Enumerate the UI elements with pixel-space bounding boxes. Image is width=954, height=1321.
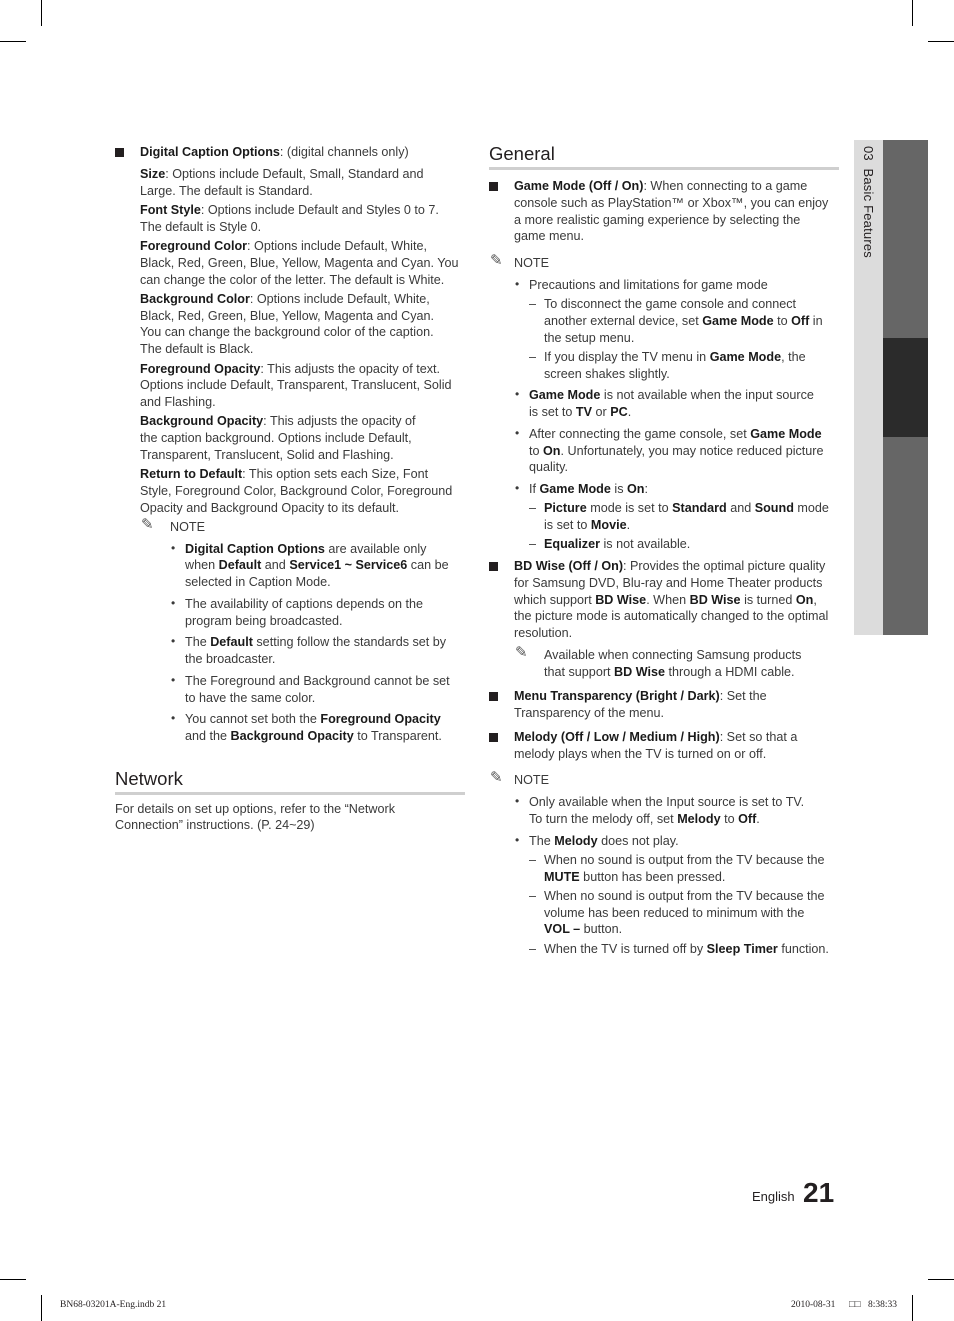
note-label: NOTE <box>170 520 205 534</box>
bullet-dot-icon: • <box>515 387 520 401</box>
dash-icon: – <box>529 942 537 956</box>
left-column <box>0 0 480 850</box>
footer-time: 8:38:33 <box>868 1300 898 1310</box>
font-style-line: The default is Style 0. <box>140 220 262 234</box>
note-subitem: is set to Movie. <box>544 518 631 532</box>
note-subitem: Equalizer is not available. <box>544 537 691 551</box>
note-pencil-icon: ✎ <box>490 252 503 269</box>
note-item: You cannot set both the Foreground Opacity <box>185 712 441 726</box>
fg-color-line: can change the color of the letter. The default is White. <box>140 273 445 287</box>
note-item: program being broadcasted. <box>185 614 343 628</box>
network-heading: Network <box>115 768 183 789</box>
return-default-line: Opacity and Background Opacity to its default. <box>140 501 400 515</box>
footer-glyphs: □□ <box>849 1300 861 1310</box>
section-rule <box>489 167 839 170</box>
fg-opacity-line: Foreground Opacity: This adjusts the opacity of text. <box>140 362 441 376</box>
menu-transparency-line: Menu Transparency (Bright / Dark): Set the <box>514 689 767 703</box>
note-subitem: If you display the TV menu in Game Mode, the <box>544 350 806 364</box>
bd-wise-line: which support BD Wise. When BD Wise is turned On, <box>514 593 817 607</box>
bullet-square-icon <box>489 692 498 701</box>
note-subitem: screen shakes slightly. <box>544 367 670 381</box>
note-item: Precautions and limitations for game mode <box>529 278 768 292</box>
note-item: The Default setting follow the standards set by <box>185 635 447 649</box>
note-subitem: volume has been reduced to minimum with the <box>544 906 805 920</box>
bg-color-line: The default is Black. <box>140 342 254 356</box>
note-label: NOTE <box>514 256 549 270</box>
size-line: Large. The default is Standard. <box>140 184 313 198</box>
crop-mark <box>912 0 913 26</box>
note-item: quality. <box>529 460 568 474</box>
dash-icon: – <box>529 501 537 515</box>
game-mode-line: game menu. <box>514 229 585 243</box>
note-item: After connecting the game console, set Game Mode <box>529 427 822 441</box>
note-item: Only available when the Input source is set to TV. <box>529 795 805 809</box>
fg-color-line: Foreground Color: Options include Default, White, <box>140 239 427 253</box>
dash-icon: – <box>529 350 537 364</box>
bd-wise-line: the picture mode is automatically changed to the optimal <box>514 609 829 623</box>
bullet-square-icon <box>489 733 498 742</box>
network-text: For details on set up options, refer to the “Network <box>115 802 395 816</box>
return-default-line: Style, Foreground Color, Background Color, Foreground <box>140 484 453 498</box>
chapter-label <box>861 146 876 258</box>
font-style-line: Font Style: Options include Default and Styles 0 to 7. <box>140 203 439 217</box>
note-item: To turn the melody off, set Melody to Off. <box>529 812 760 826</box>
bd-wise-line: resolution. <box>514 626 573 640</box>
note-subitem: When no sound is output from the TV because the <box>544 853 825 867</box>
bullet-dot-icon: • <box>171 634 176 648</box>
game-mode-line: Game Mode (Off / On): When connecting to a game <box>514 179 808 193</box>
bullet-square-icon <box>115 148 124 157</box>
note-item: when Default and Service1 ~ Service6 can be <box>185 558 449 572</box>
note-pencil-icon: ✎ <box>515 644 528 661</box>
note-pencil-icon: ✎ <box>490 769 503 786</box>
chapter-tab-block <box>883 140 928 338</box>
bd-wise-line: BD Wise (Off / On): Provides the optimal picture quality <box>514 559 826 573</box>
footer-date: 2010-08-31 <box>791 1300 836 1310</box>
crop-mark <box>928 41 954 42</box>
page-language: English <box>752 1189 795 1204</box>
note-subitem: the setup menu. <box>544 331 635 345</box>
bg-opacity-line: the caption background. Options include Default, <box>140 431 412 445</box>
bg-color-line: Background Color: Options include Default, White, <box>140 292 430 306</box>
note-item: The Melody does not play. <box>529 834 679 848</box>
note-item: Digital Caption Options are available only <box>185 542 427 556</box>
bullet-dot-icon: • <box>171 596 176 610</box>
dash-icon: – <box>529 853 537 867</box>
note-item: is set to TV or PC. <box>529 405 632 419</box>
note-subitem: When no sound is output from the TV because the <box>544 889 825 903</box>
note-item: the broadcaster. <box>185 652 276 666</box>
menu-transparency-line: Transparency of the menu. <box>514 706 665 720</box>
bullet-square-icon <box>489 182 498 191</box>
section-rule <box>115 792 465 795</box>
chapter-tab-active <box>883 338 928 437</box>
chapter-number: 03 <box>861 146 876 161</box>
bullet-dot-icon: • <box>171 673 176 687</box>
bd-wise-line: for Samsung DVD, Blu-ray and Home Theater products <box>514 576 823 590</box>
return-default-line: Return to Default: This option sets each Size, Font <box>140 467 429 481</box>
melody-line: Melody (Off / Low / Medium / High): Set so that a <box>514 730 798 744</box>
right-column <box>480 0 850 970</box>
note-item: Game Mode is not available when the input source <box>529 388 814 402</box>
dash-icon: – <box>529 537 537 551</box>
melody-line: melody plays when the TV is turned on or off. <box>514 747 767 761</box>
note-item: and the Background Opacity to Transparent. <box>185 729 442 743</box>
bullet-dot-icon: • <box>515 426 520 440</box>
chapter-title: Basic Features <box>861 168 876 259</box>
bg-opacity-line: Background Opacity: This adjusts the opacity of <box>140 414 416 428</box>
footer-file: BN68-03201A-Eng.indb 21 <box>60 1300 167 1310</box>
bullet-dot-icon: • <box>171 711 176 725</box>
bg-color-line: Black, Red, Green, Blue, Yellow, Magenta and Cyan. <box>140 309 435 323</box>
note-item: The availability of captions depends on the <box>185 597 424 611</box>
game-mode-line: console such as PlayStation™ or Xbox™, you can enjoy <box>514 196 829 210</box>
game-mode-line: a more realistic gaming experience by selecting the <box>514 213 801 227</box>
note-item: The Foreground and Background cannot be set <box>185 674 450 688</box>
dash-icon: – <box>529 297 537 311</box>
network-text: Connection” instructions. (P. 24~29) <box>115 818 315 832</box>
fg-color-line: Black, Red, Green, Blue, Yellow, Magenta and Cyan. You <box>140 256 459 270</box>
crop-mark <box>0 1279 26 1280</box>
note-label: NOTE <box>514 773 549 787</box>
bg-color-line: You can change the background color of the caption. <box>140 325 434 339</box>
crop-mark <box>928 1279 954 1280</box>
note-item: that support BD Wise through a HDMI cable. <box>544 665 795 679</box>
general-heading: General <box>489 143 555 164</box>
page-number: 21 <box>803 1177 835 1208</box>
chapter-tab-block <box>883 437 928 635</box>
bullet-dot-icon: • <box>171 541 176 555</box>
digital-caption-title: Digital Caption Options: (digital channels only) <box>140 145 409 159</box>
dash-icon: – <box>529 889 537 903</box>
note-subitem: VOL – button. <box>544 922 623 936</box>
note-item: selected in Caption Mode. <box>185 575 331 589</box>
bullet-dot-icon: • <box>515 481 520 495</box>
note-subitem: Picture mode is set to Standard and Sound mode <box>544 501 829 515</box>
bg-opacity-line: Transparent, Translucent, Solid and Flashing. <box>140 448 394 462</box>
fg-opacity-line: Options include Default, Transparent, Translucent, Solid <box>140 378 452 392</box>
bullet-dot-icon: • <box>515 794 520 808</box>
bullet-dot-icon: • <box>515 277 520 291</box>
note-subitem: When the TV is turned off by Sleep Timer function. <box>544 942 829 956</box>
note-item: Available when connecting Samsung products <box>544 648 802 662</box>
note-item: to On. Unfortunately, you may notice reduced picture <box>529 444 824 458</box>
note-item: to have the same color. <box>185 691 316 705</box>
note-subitem: another external device, set Game Mode to Off in <box>544 314 823 328</box>
bullet-dot-icon: • <box>515 833 520 847</box>
note-item: If Game Mode is On: <box>529 482 648 496</box>
note-subitem: To disconnect the game console and connect <box>544 297 797 311</box>
crop-mark <box>41 1295 42 1321</box>
bullet-square-icon <box>489 562 498 571</box>
note-pencil-icon: ✎ <box>141 516 154 533</box>
fg-opacity-line: and Flashing. <box>140 395 216 409</box>
note-subitem: MUTE button has been pressed. <box>544 870 726 884</box>
size-line: Size: Options include Default, Small, Standard and <box>140 167 424 181</box>
crop-mark <box>912 1295 913 1321</box>
